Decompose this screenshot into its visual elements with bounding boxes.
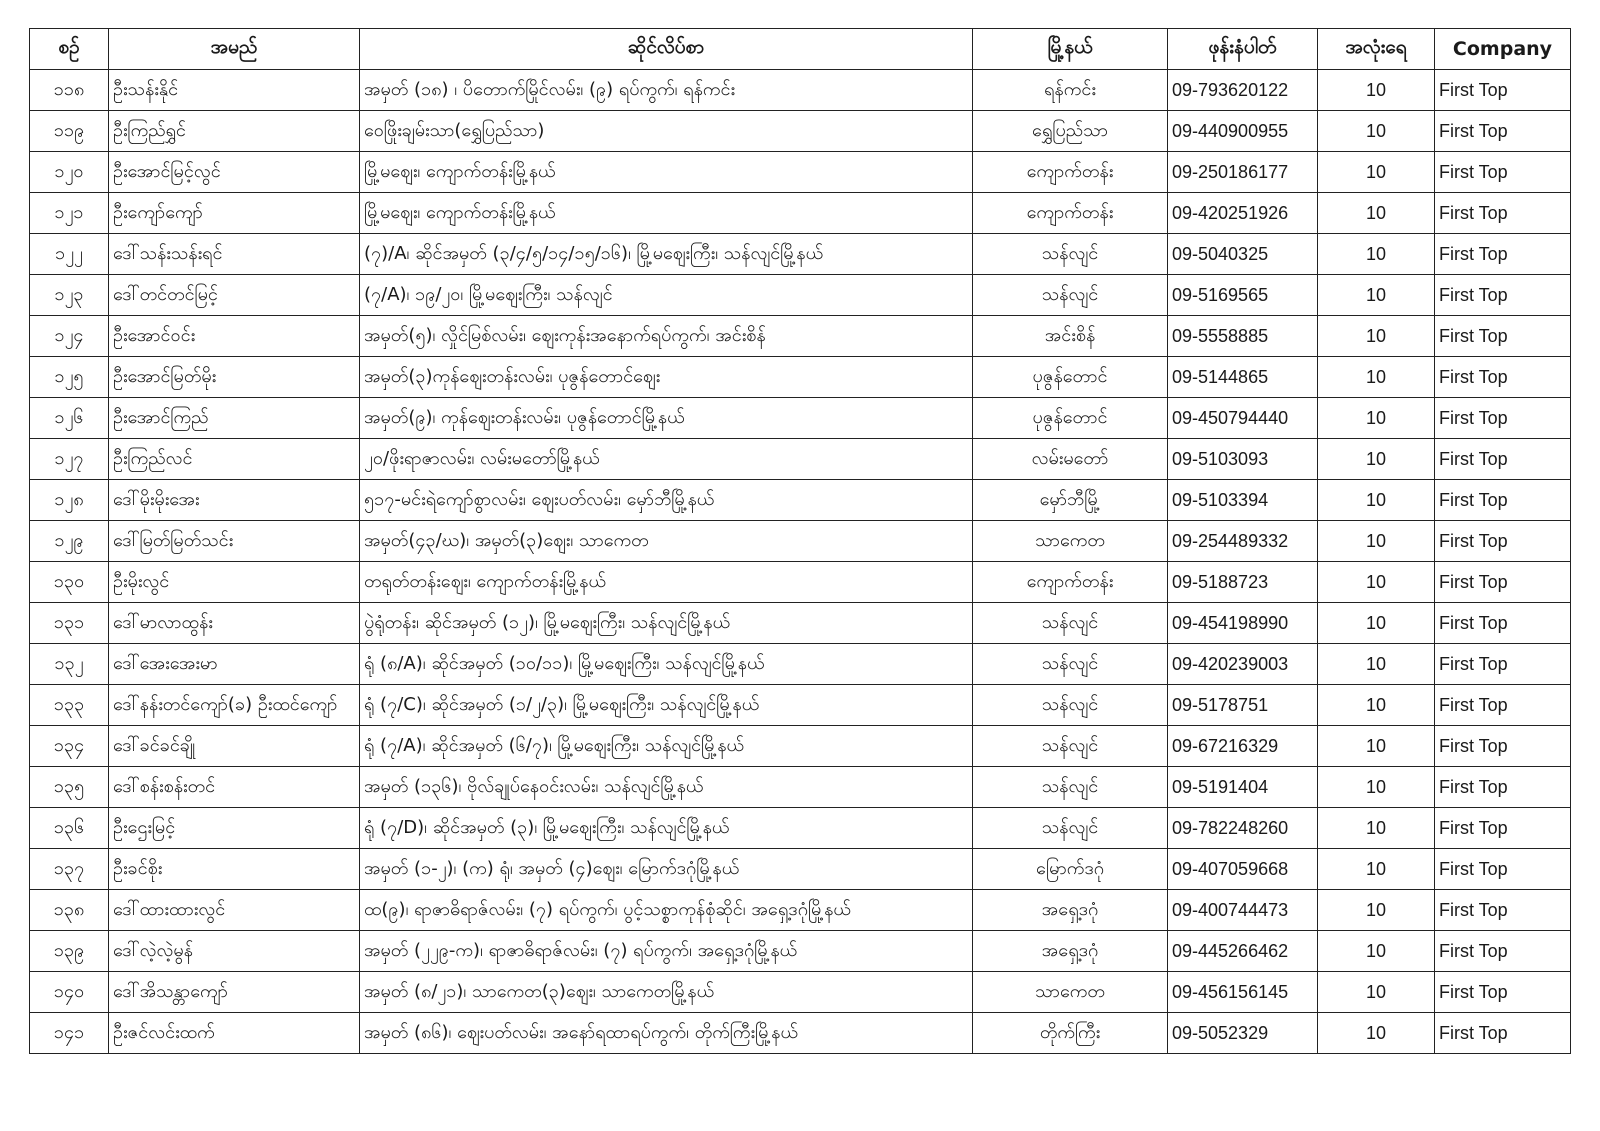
township-cell: အရှေ့ဒဂုံ [973,890,1168,931]
serial-cell: ၁၂၄ [30,316,109,357]
table-row [30,890,1571,931]
serial-cell: ၁၄၀ [30,972,109,1013]
quantity-cell: 10 [1318,234,1435,275]
company-cell: First Top [1435,357,1571,398]
company-cell: First Top [1435,275,1571,316]
quantity-cell: 10 [1318,562,1435,603]
township-cell: သန်လျင် [973,685,1168,726]
quantity-cell: 10 [1318,193,1435,234]
township-cell: မှော်ဘီမြို့ [973,480,1168,521]
quantity-cell: 10 [1318,439,1435,480]
header-township: မြို့နယ် [973,29,1168,70]
phone-cell: 09-456156145 [1168,972,1318,1013]
address-cell: အမှတ် (၂၂၉-က)၊ ရာဇာဓိရာဇ်လမ်း၊ (၇) ရပ်ကွက်၊ အရှေ့ဒဂုံမြို့နယ် [360,931,973,972]
address-cell: ၂၀/ဖိုးရာဇာလမ်း၊ လမ်းမတော်မြို့နယ် [360,439,973,480]
company-cell: First Top [1435,521,1571,562]
serial-cell: ၁၁၉ [30,111,109,152]
table-row [30,398,1571,439]
table-row [30,234,1571,275]
phone-cell: 09-440900955 [1168,111,1318,152]
address-cell: အမှတ် (၁၈) ၊ ပိတောက်မြိုင်လမ်း၊ (၉) ရပ်ကွက်၊ ရန်ကင်း [360,70,973,111]
name-cell: ဦးဇင်လင်းထက် [109,1013,360,1054]
phone-cell: 09-5040325 [1168,234,1318,275]
township-cell: ပုဇွန်တောင် [973,398,1168,439]
name-cell: ဦးအောင်မြတ်မိုး [109,357,360,398]
quantity-cell: 10 [1318,603,1435,644]
quantity-cell: 10 [1318,316,1435,357]
phone-cell: 09-254489332 [1168,521,1318,562]
serial-cell: ၁၃၂ [30,644,109,685]
serial-cell: ၁၃၉ [30,931,109,972]
township-cell: လမ်းမတော် [973,439,1168,480]
table-row [30,972,1571,1013]
quantity-cell: 10 [1318,521,1435,562]
phone-cell: 09-67216329 [1168,726,1318,767]
quantity-cell: 10 [1318,275,1435,316]
company-cell: First Top [1435,1013,1571,1054]
name-cell: ဒေါ်ခင်ခင်ချို [109,726,360,767]
table-row [30,111,1571,152]
name-cell: ဦးမိုးလွင် [109,562,360,603]
quantity-cell: 10 [1318,890,1435,931]
serial-cell: ၁၃၅ [30,767,109,808]
header-row [30,29,1571,70]
address-cell: ရုံ (၇/C)၊ ဆိုင်အမှတ် (၁/၂/၃)၊ မြို့မဈေးကြီး၊ သန်လျင်မြို့နယ် [360,685,973,726]
serial-cell: ၁၂၁ [30,193,109,234]
phone-cell: 09-782248260 [1168,808,1318,849]
customer-table [29,28,1571,1054]
address-cell: အမှတ်(၉)၊ ကုန်ဈေးတန်းလမ်း၊ ပုဇွန်တောင်မြို့နယ် [360,398,973,439]
address-cell: ပွဲရုံတန်း၊ ဆိုင်အမှတ် (၁၂)၊ မြို့မဈေးကြီး၊ သန်လျင်မြို့နယ် [360,603,973,644]
township-cell: အင်းစိန် [973,316,1168,357]
address-cell: ရုံ (၇/A)၊ ဆိုင်အမှတ် (၆/၇)၊ မြို့မဈေးကြီး၊ သန်လျင်မြို့နယ် [360,726,973,767]
table-row [30,808,1571,849]
name-cell: ဒေါ်မာလာထွန်း [109,603,360,644]
serial-cell: ၁၂၆ [30,398,109,439]
table-row [30,562,1571,603]
township-cell: သန်လျင် [973,726,1168,767]
company-cell: First Top [1435,111,1571,152]
address-cell: အမှတ် (၁-၂)၊ (က) ရုံ၊ အမှတ် (၄)ဈေး၊ မြောက်ဒဂုံမြို့နယ် [360,849,973,890]
table-row [30,644,1571,685]
header-name: အမည် [109,29,360,70]
quantity-cell: 10 [1318,398,1435,439]
company-cell: First Top [1435,767,1571,808]
table-row [30,767,1571,808]
header-address: ဆိုင်လိပ်စာ [360,29,973,70]
name-cell: ဒေါ်သန်းသန်းရင် [109,234,360,275]
phone-cell: 09-5188723 [1168,562,1318,603]
township-cell: ရန်ကင်း [973,70,1168,111]
table-row [30,849,1571,890]
name-cell: ဦးကြည်လင် [109,439,360,480]
name-cell: ဒေါ်မြတ်မြတ်သင်း [109,521,360,562]
company-cell: First Top [1435,316,1571,357]
serial-cell: ၁၂၂ [30,234,109,275]
address-cell: ၅၁၇-မင်းရဲကျော်စွာလမ်း၊ ဈေးပတ်လမ်း၊ မှော်ဘီမြို့နယ် [360,480,973,521]
address-cell: တရုတ်တန်းဈေး၊ ကျောက်တန်းမြို့နယ် [360,562,973,603]
name-cell: ဒေါ်နန်းတင်ကျော်(ခ) ဦးထင်ကျော် [109,685,360,726]
company-cell: First Top [1435,398,1571,439]
address-cell: အမှတ် (၁၃၆)၊ ဗိုလ်ချုပ်နေဝင်းလမ်း၊ သန်လျင်မြို့နယ် [360,767,973,808]
table-row [30,1013,1571,1054]
name-cell: ဒေါ်တင်တင်မြင့် [109,275,360,316]
table-row [30,439,1571,480]
table-row [30,603,1571,644]
serial-cell: ၁၄၁ [30,1013,109,1054]
header-quantity: အလုံးရေ [1318,29,1435,70]
township-cell: ကျောက်တန်း [973,193,1168,234]
township-cell: သန်လျင် [973,808,1168,849]
name-cell: ဦးအောင်ကြည် [109,398,360,439]
company-cell: First Top [1435,726,1571,767]
phone-cell: 09-5103394 [1168,480,1318,521]
table-row [30,480,1571,521]
serial-cell: ၁၂၈ [30,480,109,521]
quantity-cell: 10 [1318,685,1435,726]
company-cell: First Top [1435,193,1571,234]
phone-cell: 09-450794440 [1168,398,1318,439]
phone-cell: 09-407059668 [1168,849,1318,890]
name-cell: ဒေါ်အေးအေးမာ [109,644,360,685]
phone-cell: 09-445266462 [1168,931,1318,972]
table-row [30,521,1571,562]
company-cell: First Top [1435,644,1571,685]
township-cell: တိုက်ကြီး [973,1013,1168,1054]
phone-cell: 09-5052329 [1168,1013,1318,1054]
township-cell: သန်လျင် [973,275,1168,316]
name-cell: ဒေါ်အိသန္တာကျော် [109,972,360,1013]
phone-cell: 09-5191404 [1168,767,1318,808]
table-row [30,193,1571,234]
address-cell: အမှတ်(၃)ကုန်ဈေးတန်းလမ်း၊ ပုဇွန်တောင်ဈေး [360,357,973,398]
company-cell: First Top [1435,890,1571,931]
quantity-cell: 10 [1318,357,1435,398]
company-cell: First Top [1435,439,1571,480]
name-cell: ဒေါ်လဲ့လဲ့မွန် [109,931,360,972]
table-row [30,70,1571,111]
table-row [30,152,1571,193]
address-cell: မြို့မဈေး၊ ကျောက်တန်းမြို့နယ် [360,152,973,193]
township-cell: သန်လျင် [973,767,1168,808]
serial-cell: ၁၂၃ [30,275,109,316]
name-cell: ဦးအောင်ဝင်း [109,316,360,357]
serial-cell: ၁၂၉ [30,521,109,562]
name-cell: ဒေါ်စန်းစန်းတင် [109,767,360,808]
name-cell: ဦးခင်စိုး [109,849,360,890]
name-cell: ဦးသန်းနိုင် [109,70,360,111]
table-row [30,275,1571,316]
phone-cell: 09-400744473 [1168,890,1318,931]
table-body [30,70,1571,1054]
phone-cell: 09-5103093 [1168,439,1318,480]
table-row [30,685,1571,726]
serial-cell: ၁၃၀ [30,562,109,603]
quantity-cell: 10 [1318,767,1435,808]
company-cell: First Top [1435,849,1571,890]
quantity-cell: 10 [1318,1013,1435,1054]
phone-cell: 09-454198990 [1168,603,1318,644]
serial-cell: ၁၂၇ [30,439,109,480]
table-row [30,931,1571,972]
name-cell: ဒေါ်မိုးမိုးအေး [109,480,360,521]
address-cell: ဝေဖြိုးချမ်းသာ(ရွှေပြည်သာ) [360,111,973,152]
phone-cell: 09-5144865 [1168,357,1318,398]
township-cell: ပုဇွန်တောင် [973,357,1168,398]
company-cell: First Top [1435,70,1571,111]
address-cell: အမှတ် (၈/၂၁)၊ သာကေတ(၃)ဈေး၊ သာကေတမြို့နယ် [360,972,973,1013]
header-company: Company [1435,29,1571,70]
name-cell: ဦးကြည်ရွှင် [109,111,360,152]
phone-cell: 09-250186177 [1168,152,1318,193]
company-cell: First Top [1435,562,1571,603]
quantity-cell: 10 [1318,111,1435,152]
serial-cell: ၁၃၁ [30,603,109,644]
address-cell: (၇)/A၊ ဆိုင်အမှတ် (၃/၄/၅/၁၄/၁၅/၁၆)၊ မြို့မဈေးကြီး၊ သန်လျင်မြို့နယ် [360,234,973,275]
address-cell: အမှတ်(၅)၊ လှိုင်မြစ်လမ်း၊ ဈေးကုန်းအနောက်ရပ်ကွက်၊ အင်းစိန် [360,316,973,357]
table-row [30,316,1571,357]
serial-cell: ၁၃၆ [30,808,109,849]
quantity-cell: 10 [1318,808,1435,849]
address-cell: ရုံ (၇/D)၊ ဆိုင်အမှတ် (၃)၊ မြို့မဈေးကြီး၊ သန်လျင်မြို့နယ် [360,808,973,849]
township-cell: ရွှေပြည်သာ [973,111,1168,152]
company-cell: First Top [1435,603,1571,644]
township-cell: သန်လျင် [973,603,1168,644]
serial-cell: ၁၃၄ [30,726,109,767]
serial-cell: ၁၃၃ [30,685,109,726]
company-cell: First Top [1435,972,1571,1013]
phone-cell: 09-420251926 [1168,193,1318,234]
serial-cell: ၁၃၈ [30,890,109,931]
serial-cell: ၁၃၇ [30,849,109,890]
header-serial: စဉ် [30,29,109,70]
address-cell: အမှတ်(၄၃/ဃ)၊ အမှတ်(၃)ဈေး၊ သာကေတ [360,521,973,562]
table-row [30,357,1571,398]
name-cell: ဦးအောင်မြင့်လွင် [109,152,360,193]
name-cell: ဦးကျော်ကျော် [109,193,360,234]
serial-cell: ၁၂၅ [30,357,109,398]
address-cell: မြို့မဈေး၊ ကျောက်တန်းမြို့နယ် [360,193,973,234]
company-cell: First Top [1435,234,1571,275]
township-cell: သန်လျင် [973,644,1168,685]
company-cell: First Top [1435,152,1571,193]
table-row [30,726,1571,767]
phone-cell: 09-5178751 [1168,685,1318,726]
serial-cell: ၁၁၈ [30,70,109,111]
quantity-cell: 10 [1318,644,1435,685]
company-cell: First Top [1435,808,1571,849]
name-cell: ဦးဌေးမြင့် [109,808,360,849]
address-cell: အမှတ် (၈၆)၊ ဈေးပတ်လမ်း၊ အနော်ရထာရပ်ကွက်၊ တိုက်ကြီးမြို့နယ် [360,1013,973,1054]
township-cell: ကျောက်တန်း [973,562,1168,603]
township-cell: မြောက်ဒဂုံ [973,849,1168,890]
township-cell: သာကေတ [973,972,1168,1013]
company-cell: First Top [1435,685,1571,726]
quantity-cell: 10 [1318,726,1435,767]
quantity-cell: 10 [1318,152,1435,193]
quantity-cell: 10 [1318,931,1435,972]
township-cell: ကျောက်တန်း [973,152,1168,193]
name-cell: ဒေါ်ထားထားလွင် [109,890,360,931]
company-cell: First Top [1435,480,1571,521]
township-cell: သာကေတ [973,521,1168,562]
address-cell: ရုံ (၈/A)၊ ဆိုင်အမှတ် (၁၀/၁၁)၊ မြို့မဈေးကြီး၊ သန်လျင်မြို့နယ် [360,644,973,685]
address-cell: (၇/A)၊ ၁၉/၂၀၊ မြို့မဈေးကြီး၊ သန်လျင် [360,275,973,316]
company-cell: First Top [1435,931,1571,972]
address-cell: ထ(၉)၊ ရာဇာဓိရာဇ်လမ်း၊ (၇) ရပ်ကွက်၊ ပွင့်သစ္စာကုန်စုံဆိုင်၊ အရှေ့ဒဂုံမြို့နယ် [360,890,973,931]
phone-cell: 09-793620122 [1168,70,1318,111]
phone-cell: 09-5169565 [1168,275,1318,316]
phone-cell: 09-420239003 [1168,644,1318,685]
quantity-cell: 10 [1318,849,1435,890]
serial-cell: ၁၂၀ [30,152,109,193]
quantity-cell: 10 [1318,480,1435,521]
phone-cell: 09-5558885 [1168,316,1318,357]
quantity-cell: 10 [1318,972,1435,1013]
township-cell: အရှေ့ဒဂုံ [973,931,1168,972]
header-phone: ဖုန်းနံပါတ် [1168,29,1318,70]
township-cell: သန်လျင် [973,234,1168,275]
quantity-cell: 10 [1318,70,1435,111]
